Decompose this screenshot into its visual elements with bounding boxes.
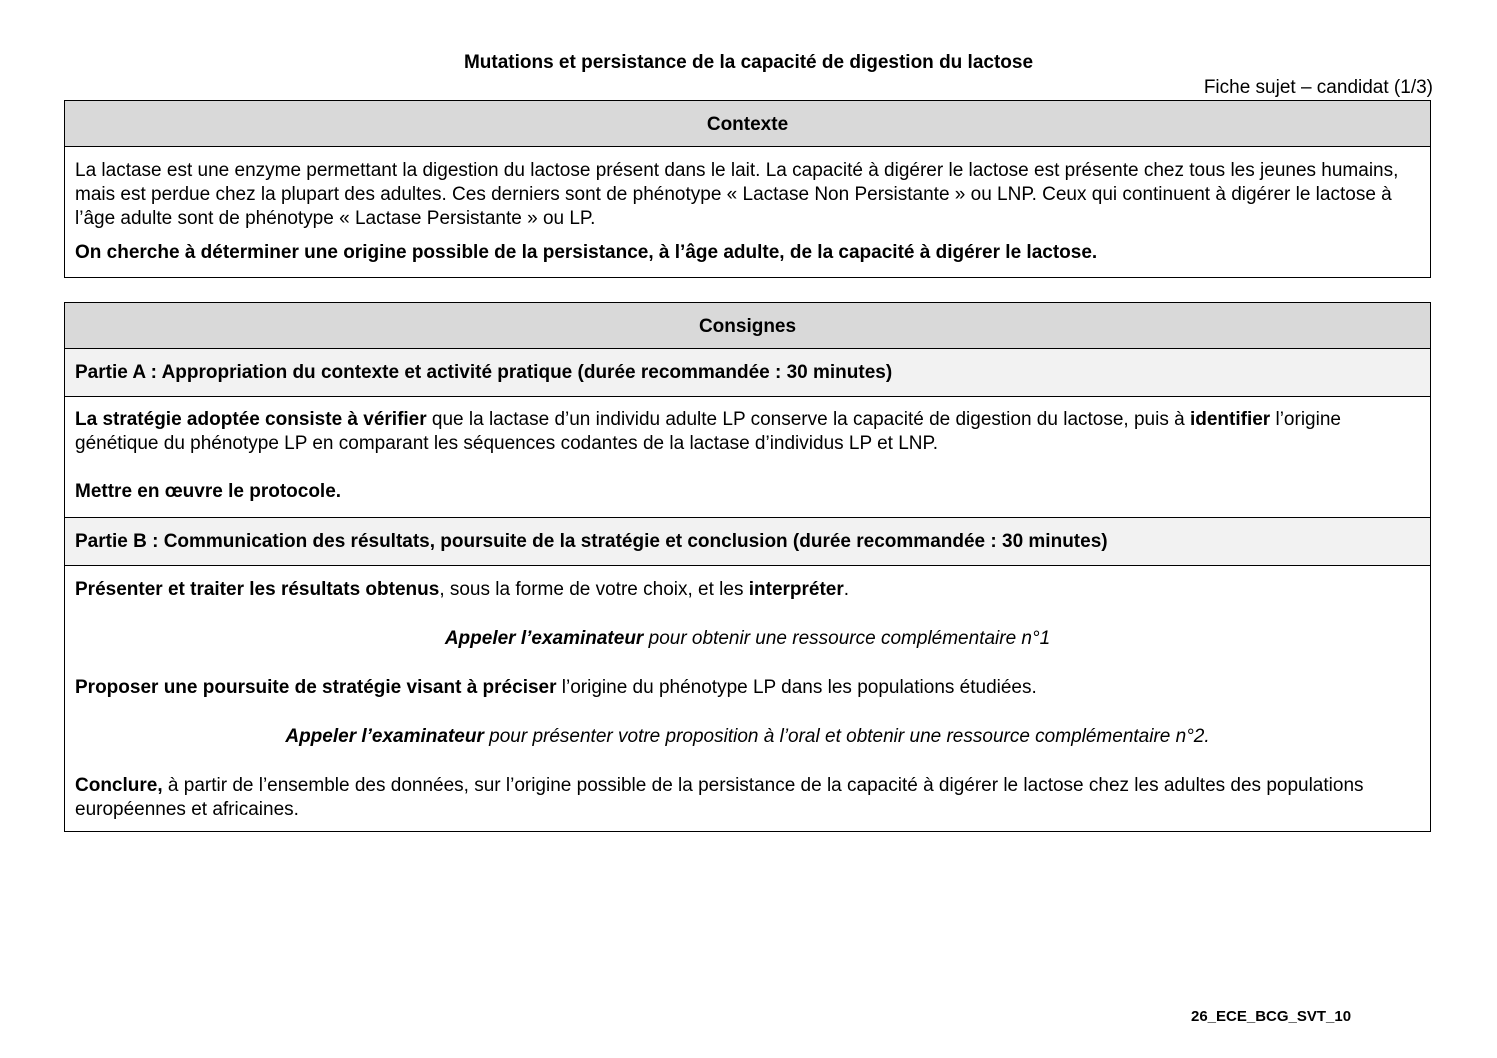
strategy-bold-1: La stratégie adoptée consiste à vérifier xyxy=(75,409,427,430)
partB-call-examiner-1 xyxy=(75,627,1420,651)
context-paragraph: La lactase est une enzyme permettant la digestion du lactose présent dans le lait. La capacité à digérer le lactose est présente chez tous les jeunes humains, mais est perdue chez la plupart des adultes. Ces derniers sont de phénotype « Lactase Non Persistante » ou LNP. Ceux qui continuent à digérer le lactose à l’âge adulte sont de phénotype « Lactase Persistante » ou LP. xyxy=(75,160,1399,229)
call2-text: pour présenter votre proposition à l’oral et obtenir une ressource complémentaire n°2. xyxy=(483,726,1210,747)
partA-protocol: Mettre en œuvre le protocole. xyxy=(75,481,342,502)
consignes-box xyxy=(64,302,1431,832)
present-end: . xyxy=(843,579,850,600)
context-body xyxy=(65,147,1430,265)
conclude-bold: Conclure, xyxy=(75,775,163,796)
propose-text: l’origine du phénotype LP dans les populations étudiées. xyxy=(556,677,1037,698)
document-title: Mutations et persistance de la capacité de digestion du lactose xyxy=(463,52,1034,73)
present-bold: Présenter et traiter les résultats obtenus xyxy=(75,579,440,600)
context-box xyxy=(64,100,1431,278)
partB-body xyxy=(65,566,1430,822)
partA-heading: Partie A : Appropriation du contexte et activité pratique (durée recommandée : 30 minutes) xyxy=(65,349,1430,397)
strategy-bold-2: identifier xyxy=(1189,409,1271,430)
call1-text: pour obtenir une ressource complémentaire n°1 xyxy=(643,628,1051,649)
propose-bold: Proposer une poursuite de stratégie visant à préciser xyxy=(75,677,557,698)
partB-call-examiner-2 xyxy=(75,725,1420,749)
call2-bold: Appeler l’examinateur xyxy=(285,726,484,747)
partB-propose xyxy=(75,676,1420,700)
strategy-text-2: l’origine génétique du phénotype LP en comparant les séquences codantes de la lactase d’individus LP et LNP. xyxy=(75,409,1341,454)
partB-heading: Partie B : Communication des résultats, poursuite de la stratégie et conclusion (durée recommandée : 30 minutes) xyxy=(65,518,1430,566)
present-bold-2: interpréter xyxy=(748,579,844,600)
consignes-heading: Consignes xyxy=(65,303,1430,349)
call1-bold: Appeler l’examinateur xyxy=(444,628,644,649)
document-code: 26_ECE_BCG_SVT_10 xyxy=(1191,1008,1352,1025)
conclude-text: à partir de l’ensemble des données, sur l’origine possible de la persistance de la capacité à digérer le lactose chez les adultes des populations européennes et africaines. xyxy=(75,775,1364,820)
strategy-text-1: que la lactase d’un individu adulte LP conserve la capacité de digestion du lactose, puis à xyxy=(426,409,1190,430)
context-heading: Contexte xyxy=(65,101,1430,147)
partB-conclude xyxy=(75,774,1420,822)
context-question: On cherche à déterminer une origine possible de la persistance, à l’âge adulte, de la capacité à digérer le lactose. xyxy=(75,242,1098,263)
partA-body xyxy=(65,397,1430,518)
present-text: , sous la forme de votre choix, et les xyxy=(439,579,749,600)
partB-present xyxy=(75,578,1420,602)
document-subtitle: Fiche sujet – candidat (1/3) xyxy=(1203,77,1433,98)
partA-strategy xyxy=(75,408,1420,456)
